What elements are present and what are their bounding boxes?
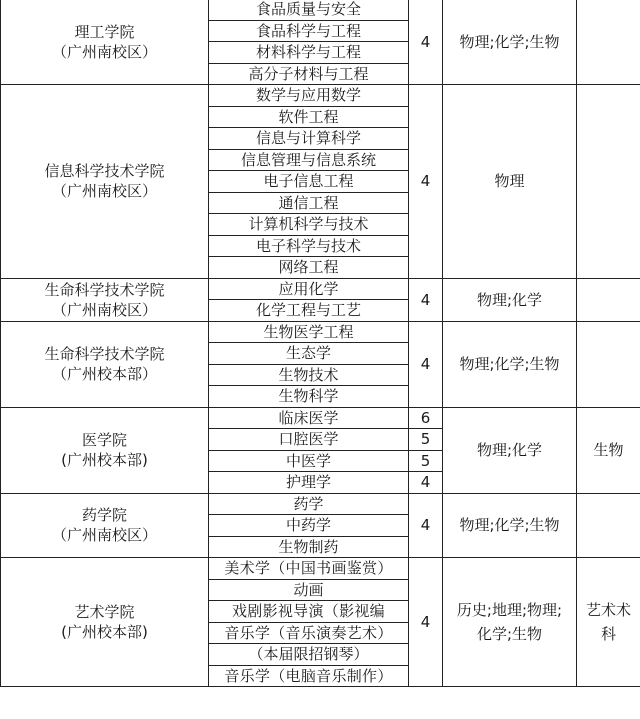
extra-cell	[577, 278, 640, 321]
campus-name: （广州南校区）	[51, 182, 157, 201]
major-cell: 计算机科学与技术	[209, 214, 409, 236]
major-cell: 生态学	[209, 343, 409, 365]
major-cell: 食品科学与工程	[209, 20, 409, 42]
major-cell: 高分子材料与工程	[209, 63, 409, 85]
major-cell: 口腔医学	[209, 429, 409, 451]
major-cell: 戏剧影视导演（影视编	[209, 601, 409, 623]
subjects-line: 物理	[494, 172, 525, 191]
table-row	[1, 321, 640, 343]
college-name: 医学院	[81, 431, 127, 449]
major-cell: 生物医学工程	[209, 321, 409, 343]
major-cell: 药学	[209, 493, 409, 515]
major-cell: 信息管理与信息系统	[209, 149, 409, 171]
subjects-cell	[443, 0, 577, 85]
major-cell: 材料科学与工程	[209, 42, 409, 64]
years-cell: 4	[409, 0, 443, 85]
years-cell: 4	[409, 472, 443, 494]
years-cell: 4	[409, 493, 443, 558]
campus-name: (广州校本部)	[61, 451, 148, 469]
years-cell: 5	[409, 450, 443, 472]
major-cell: 临床医学	[209, 407, 409, 429]
subjects-line: 物理;化学;生物	[459, 516, 560, 535]
extra-cell	[577, 0, 640, 85]
major-cell: 生物技术	[209, 364, 409, 386]
major-cell: 电子科学与技术	[209, 235, 409, 257]
table-row	[1, 558, 640, 580]
college-cell	[1, 558, 209, 687]
major-cell: 音乐学（音乐演奏艺术）	[209, 622, 409, 644]
years-cell: 4	[409, 558, 443, 687]
table-row	[1, 407, 640, 429]
major-cell: 电子信息工程	[209, 171, 409, 193]
college-cell	[1, 407, 209, 493]
major-cell: 通信工程	[209, 192, 409, 214]
major-cell: 化学工程与工艺	[209, 300, 409, 322]
campus-name: (广州校本部)	[61, 623, 148, 641]
major-cell: 动画	[209, 579, 409, 601]
campus-name: （广州校本部）	[51, 365, 157, 383]
subjects-line: 物理;化学	[476, 290, 543, 309]
major-cell: 网络工程	[209, 257, 409, 279]
years-cell: 6	[409, 407, 443, 429]
college-name: 理工学院	[74, 22, 135, 41]
college-cell	[1, 321, 209, 407]
years-cell: 4	[409, 278, 443, 321]
college-cell	[1, 493, 209, 558]
college-name: 信息科学技术学院	[44, 162, 165, 181]
table-row	[1, 0, 640, 20]
subjects-cell	[443, 407, 577, 493]
extra-cell	[577, 493, 640, 558]
major-cell: 生物制药	[209, 536, 409, 558]
extra-cell	[577, 85, 640, 279]
major-cell: 生物科学	[209, 386, 409, 408]
subjects-line: 化学;生物	[476, 625, 543, 643]
college-name: 药学院	[81, 506, 127, 525]
table-row	[1, 85, 640, 107]
college-name: 生命科学技术学院	[44, 345, 165, 363]
campus-name: （广州南校区）	[51, 526, 157, 545]
campus-name: （广州南校区）	[51, 42, 157, 61]
major-cell: 中药学	[209, 515, 409, 537]
subjects-cell	[443, 85, 577, 279]
major-cell: 美术学（中国书画鉴赏）	[209, 558, 409, 580]
subjects-line: 物理;化学	[476, 441, 543, 459]
subjects-line: 历史;地理;物理;	[456, 601, 563, 619]
subjects-cell	[443, 558, 577, 687]
extra-cell	[577, 321, 640, 407]
subjects-cell	[443, 493, 577, 558]
years-cell: 5	[409, 429, 443, 451]
college-cell	[1, 278, 209, 321]
subjects-line: 物理;化学;生物	[459, 355, 560, 373]
major-cell: （本届限招钢琴）	[209, 644, 409, 666]
years-cell: 4	[409, 321, 443, 407]
college-cell	[1, 85, 209, 279]
major-cell: 数学与应用数学	[209, 85, 409, 107]
major-cell: 信息与计算科学	[209, 128, 409, 150]
college-name: 艺术学院	[74, 603, 135, 621]
college-cell	[1, 0, 209, 85]
major-cell: 软件工程	[209, 106, 409, 128]
table-row	[1, 493, 640, 515]
extra-cell: 生物	[577, 407, 640, 493]
major-cell: 中医学	[209, 450, 409, 472]
campus-name: （广州南校区）	[51, 300, 157, 319]
subjects-cell	[443, 278, 577, 321]
subjects-line: 物理;化学;生物	[459, 32, 560, 51]
years-cell: 4	[409, 85, 443, 279]
major-cell: 音乐学（电脑音乐制作）	[209, 665, 409, 687]
extra-cell: 艺术术 科	[577, 558, 640, 687]
major-cell: 应用化学	[209, 278, 409, 300]
college-name: 生命科学技术学院	[44, 280, 165, 299]
subjects-cell	[443, 321, 577, 407]
major-cell: 护理学	[209, 472, 409, 494]
major-cell: 食品质量与安全	[209, 0, 409, 20]
table-row	[1, 278, 640, 300]
